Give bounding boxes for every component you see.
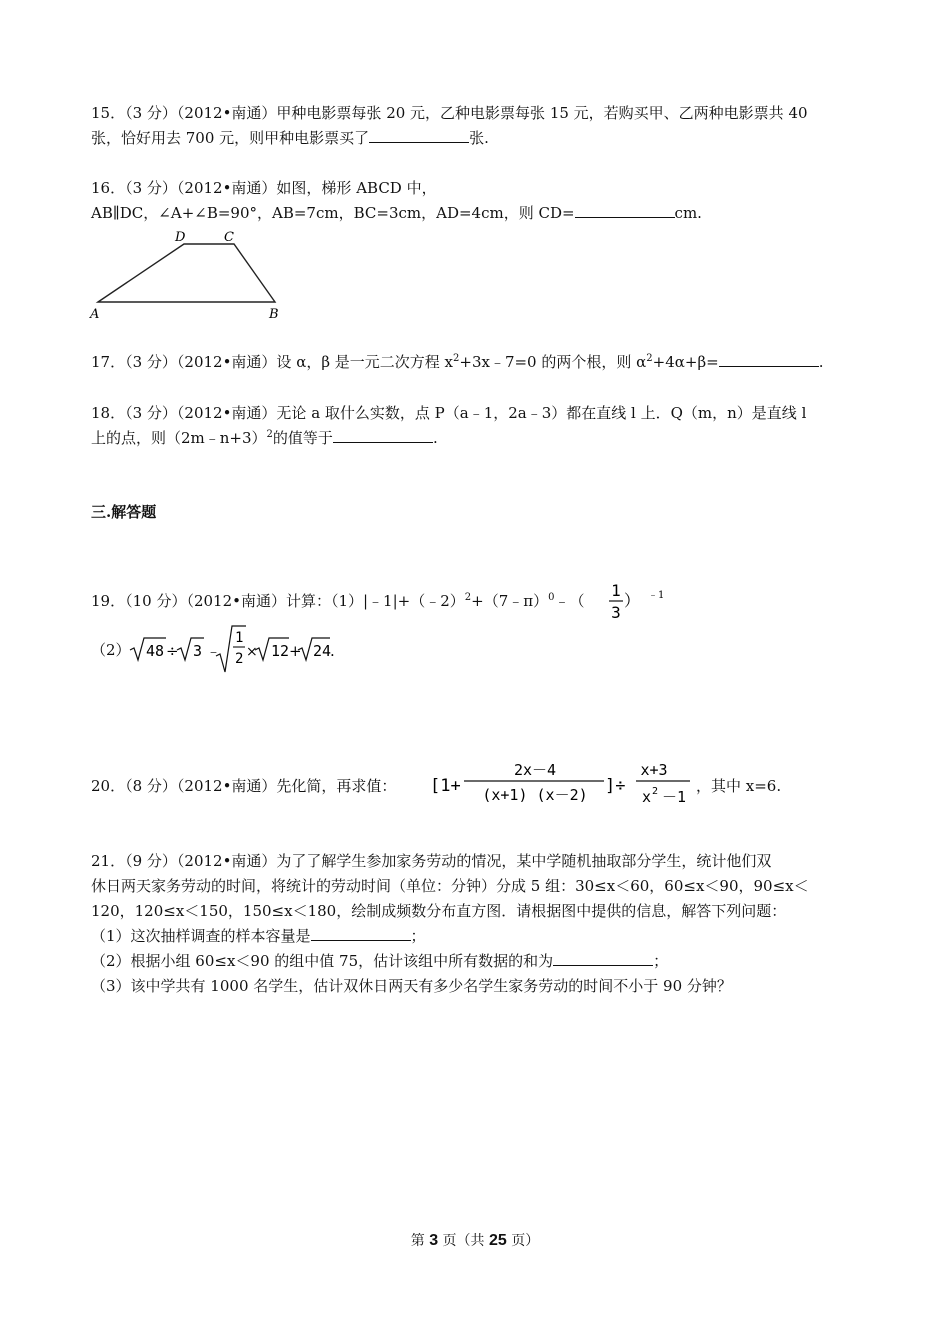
q19-end: . (330, 642, 335, 660)
label-a: A (90, 307, 100, 322)
q20-tail: ，其中 x=6. (696, 777, 782, 795)
q19-part-c: ﹣（ (554, 592, 585, 610)
radicand-den: 2 (235, 651, 244, 667)
q16-line1: 16．（3 分）（2012•南通）如图，梯形 ABCD 中， (91, 179, 437, 197)
answer-blank (311, 926, 411, 941)
page-total: 25 (489, 1232, 507, 1249)
q21-line3: 120，120≤x＜150，150≤x＜180，绘制成频数分布直方图．请根据图中提供的信息，解答下列问题： (91, 902, 787, 920)
q15-line1: 15．（3 分）（2012•南通）甲种电影票每张 20 元，乙种电影票每张 15 元，若购买甲、乙两种电影票共 40 (91, 104, 808, 122)
q17-sup2: 2 (646, 353, 653, 364)
footer-pre: 第 (410, 1233, 430, 1249)
times-sign: × (246, 644, 258, 660)
div-sign: ÷ (166, 642, 179, 660)
page-number: 3 (429, 1232, 439, 1249)
q21-line6: （3）该中学共有 1000 名学生，估计双休日两天有多少名学生家务劳动的时间不小于 90 分钟？ (91, 977, 732, 995)
frac1-num: 2x－4 (513, 761, 557, 779)
q19-sup-c: ﹣1 (648, 590, 665, 601)
q17-post: +4α+β= (652, 353, 719, 371)
q19-line1 (91, 591, 585, 611)
frac2-den-rest: －1 (662, 788, 687, 806)
q19-part-b: +（7﹣π） (471, 592, 549, 610)
answer-blank (719, 352, 819, 367)
q21-line4 (91, 926, 426, 946)
q21-sub2-end: ； (653, 952, 669, 970)
q18-text2: 的值等于 (272, 429, 333, 447)
q21-line2: 休日两天家务劳动的时间，将统计的劳动时间（单位：分钟）分成 5 组：30≤x＜60，60≤x＜90，90≤x＜ (91, 877, 809, 895)
q17-line (91, 352, 824, 372)
q21-sub2: （2）根据小组 60≤x＜90 的组中值 75，估计该组中所有数据的和为 (91, 952, 554, 970)
q19-sup-a: 2 (464, 592, 472, 603)
q17-end: . (818, 353, 824, 371)
radicand-24: 24 (313, 642, 332, 660)
q21-sub1: （1）这次抽样调查的样本容量是 (91, 927, 311, 945)
answer-blank (553, 951, 653, 966)
radicand-num: 1 (235, 630, 244, 646)
q17-pre: 17．（3 分）（2012•南通）设 α，β 是一元二次方程 x (91, 353, 453, 371)
q15-text: 张，恰好用去 700 元，则甲种电影票买了 (91, 129, 370, 147)
q15-line2 (91, 128, 489, 148)
trapezoid-figure (86, 226, 296, 326)
label-c: C (224, 230, 234, 245)
answer-blank (369, 128, 469, 143)
q19-text: 19．（10 分）（2012•南通）计算：（1）|﹣1|+（﹣2） (91, 592, 465, 610)
radicand-3: 3 (193, 642, 203, 660)
q16-tail: cm. (674, 204, 702, 222)
q21-line5 (91, 951, 668, 971)
q19-radicals (128, 622, 338, 674)
q20-expression (428, 756, 698, 810)
q18-sup: 2 (266, 429, 273, 440)
q19-line2: （2） (91, 641, 131, 659)
answer-blank (333, 428, 433, 443)
minus-sign: ﹣ (206, 642, 222, 660)
q17-mid: +3x﹣7=0 的两个根，则 α (459, 353, 647, 371)
q21-line1: 21．（9 分）（2012•南通）为了了解学生参加家务劳动的情况，某中学随机抽取部分学生，统计他们双 (91, 852, 772, 870)
radicand-12: 12 (271, 642, 290, 660)
frac-den: 3 (611, 603, 621, 622)
q16-line2 (91, 203, 702, 223)
q17-sup1: 2 (453, 353, 460, 364)
answer-blank (575, 203, 675, 218)
trapezoid-shape (98, 244, 275, 302)
open-bracket: [1+ (430, 776, 461, 796)
footer-mid: 页（共 (438, 1233, 489, 1249)
q19-fraction (600, 576, 670, 622)
q15-tail: 张. (469, 129, 489, 147)
q18-end: . (432, 429, 438, 447)
frac1-den: (x+1) (x－2) (482, 786, 588, 804)
plus-sign: + (289, 642, 302, 660)
q20-line: 20．（8 分）（2012•南通）先化简，再求值： (91, 777, 397, 795)
q16-text: AB∥DC，∠A+∠B=90°，AB=7cm，BC=3cm，AD=4cm，则 CD= (91, 204, 575, 222)
frac-num: 1 (611, 581, 621, 600)
q18-text: 上的点，则（2m﹣n+3） (91, 429, 267, 447)
close-bracket: ]÷ (605, 776, 626, 796)
frac2-den-sup: 2 (652, 786, 659, 797)
radicand-48: 48 (146, 642, 165, 660)
section-heading: 三.解答题 (91, 503, 157, 521)
q18-line1: 18．（3 分）（2012•南通）无论 a 取什么实数，点 P（a﹣1，2a﹣3）都在直线 l 上．Q（m，n）是直线 l (91, 404, 807, 422)
frac2-num: x+3 (640, 761, 668, 779)
label-b: B (269, 307, 279, 322)
page-footer (0, 1230, 950, 1250)
paren-close: ） (624, 591, 641, 610)
q19-sup-b: 0 (548, 592, 555, 603)
frac2-den: x (642, 788, 652, 806)
q21-sub1-end: ； (410, 927, 426, 945)
label-d: D (175, 230, 186, 245)
footer-post: 页） (506, 1233, 540, 1249)
q18-line2 (91, 428, 438, 448)
